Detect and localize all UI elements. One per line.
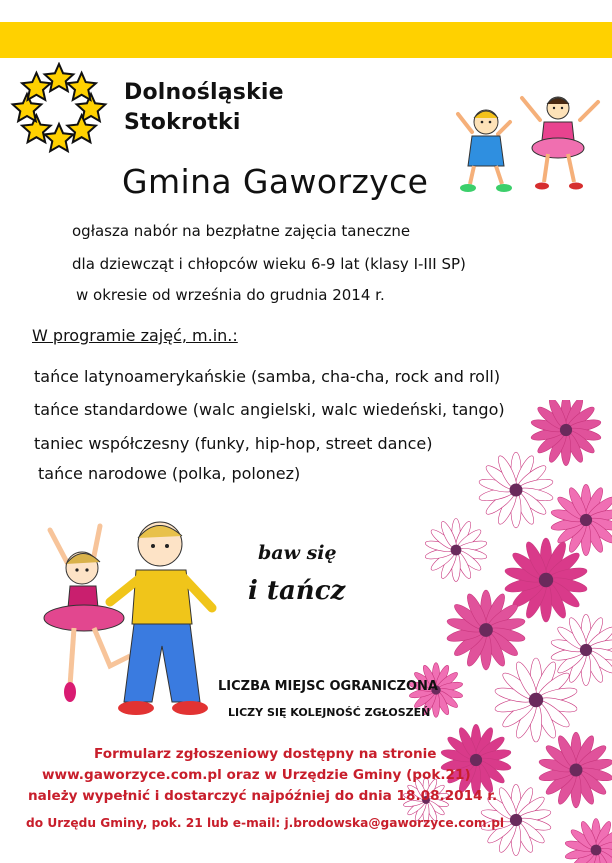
org-name-line1: Dolnośląskie bbox=[124, 80, 284, 105]
organization-name bbox=[124, 78, 284, 138]
intro-line-1: ogłasza nabór na bezpłatne zajęcia taneczne bbox=[72, 222, 411, 240]
org-name-line2: Stokrotki bbox=[124, 110, 241, 135]
girl-dancer-figure bbox=[44, 526, 130, 702]
daisy-flower-icon bbox=[564, 819, 612, 863]
form-info-line-3: należy wypełnić i dostarczyć najpóźniej do dnia 18.08.2014 r. bbox=[28, 788, 498, 804]
order-notice: LICZY SIĘ KOLEJNOŚĆ ZGŁOSZEŃ bbox=[228, 706, 431, 719]
yellow-header-bar bbox=[0, 22, 612, 58]
daisy-flower-icon bbox=[550, 614, 612, 685]
intro-line-3: w okresie od września do grudnia 2014 r. bbox=[76, 286, 385, 304]
daisy-flower-icon bbox=[478, 452, 554, 528]
top-white-strip bbox=[0, 0, 612, 22]
program-item: tańce standardowe (walc angielski, walc wiedeński, tango) bbox=[34, 400, 505, 419]
daisy-flower-icon bbox=[530, 400, 602, 466]
kid-pink-figure bbox=[522, 97, 598, 190]
intro-line-2: dla dziewcząt i chłopców wieku 6-9 lat (klasy I-III SP) bbox=[72, 255, 466, 273]
daisy-ring-logo-icon bbox=[8, 62, 110, 156]
slogan bbox=[240, 538, 410, 618]
program-item: tańce latynoamerykańskie (samba, cha-cha, rock and roll) bbox=[34, 367, 501, 386]
daisy-flower-icon bbox=[424, 519, 487, 582]
form-info-line-2: www.gaworzyce.com.pl oraz w Urzędzie Gminy (pok.21) bbox=[42, 767, 471, 783]
program-heading: W programie zajęć, m.in.: bbox=[32, 326, 238, 345]
dancing-kids-illustration bbox=[448, 84, 608, 200]
limited-places-notice: LICZBA MIEJSC OGRANICZONA bbox=[218, 679, 438, 694]
form-info-line-1: Formularz zgłoszeniowy dostępny na stronie bbox=[94, 746, 437, 762]
contact-line: do Urzędu Gminy, pok. 21 lub e-mail: j.brodowska@gaworzyce.com.pl bbox=[26, 816, 505, 830]
logo-star-icon bbox=[45, 64, 74, 91]
logo-star-icon bbox=[67, 115, 96, 142]
slogan-line2: i tańcz bbox=[248, 576, 346, 606]
daisy-flower-icon bbox=[538, 732, 612, 808]
dancing-couple-illustration bbox=[40, 516, 230, 722]
kid-blue-figure bbox=[458, 110, 512, 192]
slogan-line1: baw się bbox=[258, 542, 337, 564]
program-item: tańce narodowe (polka, polonez) bbox=[38, 464, 301, 483]
daisy-flower-icon bbox=[440, 724, 512, 795]
page-title: Gmina Gaworzyce bbox=[122, 162, 429, 201]
logo-star-ring bbox=[13, 64, 106, 151]
program-item: taniec współczesny (funky, hip-hop, street dance) bbox=[34, 434, 433, 453]
boy-dancer-figure bbox=[110, 522, 212, 715]
